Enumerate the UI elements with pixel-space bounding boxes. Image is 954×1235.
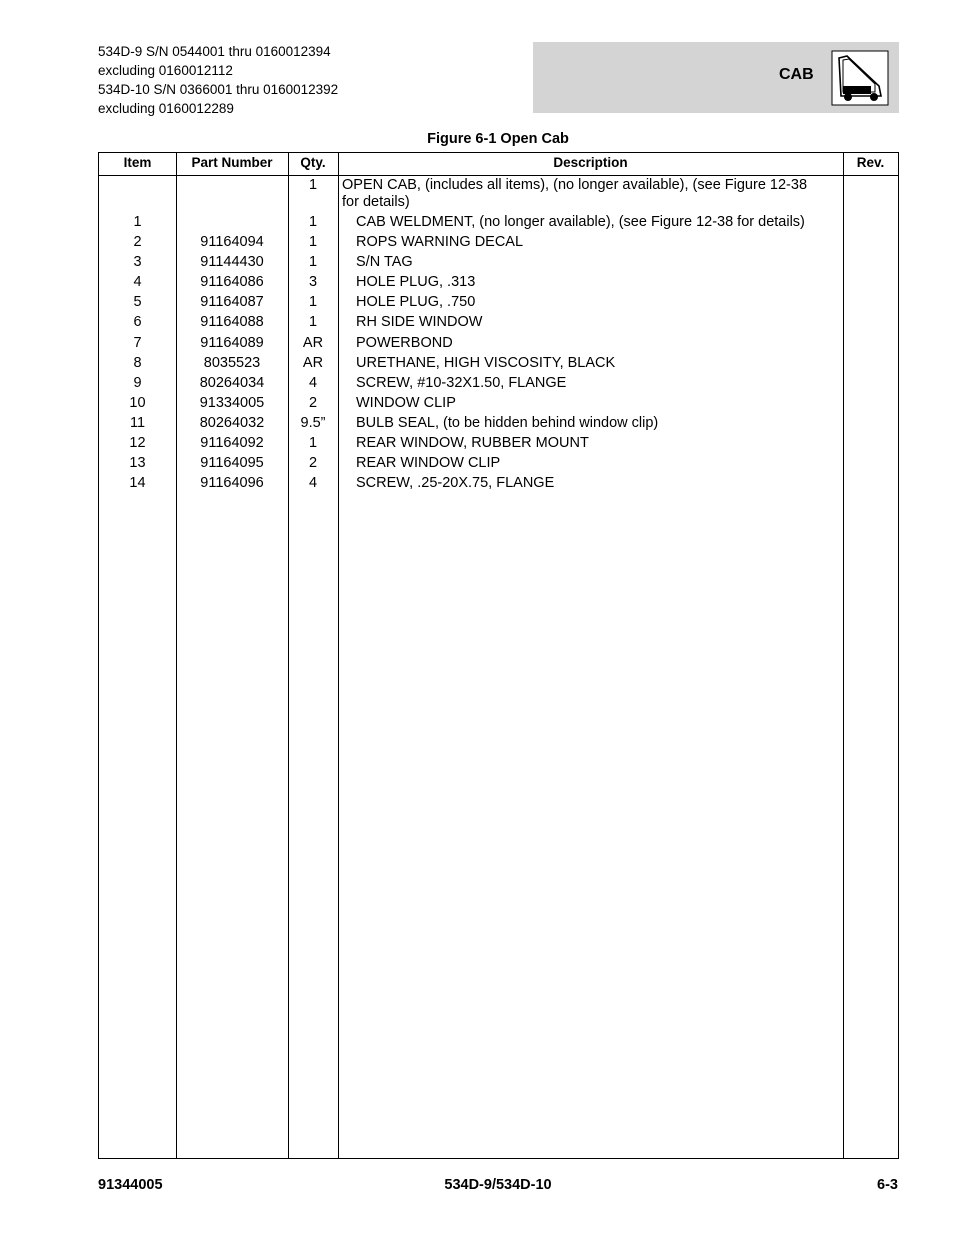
footer-page-number: 6-3 [877,1177,898,1193]
cell-item: 13 [129,455,146,472]
table-row [99,374,898,394]
cell-description: REAR WINDOW CLIP [356,455,501,472]
cell-qty: 1 [308,314,318,331]
cell-qty: 1 [308,435,318,452]
cell-description: POWERBOND [356,334,453,351]
serial-line-2: excluding 0160012112 [98,63,233,78]
table-row [99,414,898,434]
section-title: CAB [779,66,814,83]
cell-part-number: 8035523 [203,354,261,371]
cell-qty: 1 [308,214,318,230]
cell-description: S/N TAG [356,254,413,271]
table-row [99,334,898,354]
cell-part-number: 91164089 [200,334,264,351]
column-header-item: Item [123,155,152,170]
footer-model: 534D-9/534D-10 [444,1177,552,1193]
cell-description: HOLE PLUG, .750 [356,294,476,311]
cell-item: 2 [133,234,142,251]
cell-item: 3 [133,254,142,271]
cell-part-number: 91164095 [200,455,264,472]
serial-line-3: 534D-10 S/N 0366001 thru 0160012392 [98,82,339,97]
cell-part-number: 91144430 [200,254,264,271]
cell-part-number: 91164094 [200,234,264,251]
cell-item: 7 [133,334,142,351]
cell-qty: AR [302,334,324,351]
cell-item: 12 [129,435,146,452]
column-header-qty: Qty. [300,155,326,170]
table-row [99,454,898,474]
serial-line-1: 534D-9 S/N 0544001 thru 0160012394 [98,44,331,59]
table-row [99,213,898,233]
cell-item: 1 [133,214,142,230]
column-header-part-number: Part Number [191,155,273,170]
cell-qty: 3 [308,274,318,291]
cell-item: 10 [129,394,146,411]
cell-qty: 1 [308,234,318,251]
table-row [99,354,898,374]
cell-qty: 9.5” [300,414,326,431]
table-header [99,153,898,176]
table-row [99,394,898,414]
table-row [99,474,898,494]
cell-part-number: 91164086 [200,274,264,291]
cell-description: CAB WELDMENT, (no longer available), (see Figure 12-38 for details) [356,214,805,230]
cell-item: 8 [133,354,142,371]
telehandler-cab-icon [831,50,889,106]
cell-item: 6 [133,314,142,331]
cell-item: 4 [133,274,142,291]
cell-description: OPEN CAB, (includes all items), (no longer available), (see Figure 12-38 for details) [342,177,808,210]
cell-qty: 1 [308,254,318,271]
cell-qty: 4 [308,374,318,391]
cell-description: REAR WINDOW, RUBBER MOUNT [356,435,589,452]
cell-part-number: 91164088 [200,314,264,331]
cell-qty: 1 [308,177,318,193]
cell-qty: AR [302,354,324,371]
table-row [99,293,898,313]
cell-description: RH SIDE WINDOW [356,314,483,331]
cell-item: 11 [129,414,146,431]
cell-part-number: 80264032 [199,414,265,431]
cell-description: ROPS WARNING DECAL [356,234,524,251]
cell-part-number: 91334005 [199,394,265,411]
cell-qty: 2 [308,394,318,411]
table-row [99,233,898,253]
cell-item: 14 [129,475,146,492]
cell-description: SCREW, #10-32X1.50, FLANGE [356,374,567,391]
cell-description: HOLE PLUG, .313 [356,274,476,291]
cell-part-number: 91164092 [200,435,264,452]
table-row [99,253,898,273]
cell-item: 9 [133,374,142,391]
footer-manual-number: 91344005 [98,1177,163,1193]
table-row [99,176,898,213]
cell-description: SCREW, .25-20X.75, FLANGE [356,475,555,492]
table-row [99,313,898,333]
cell-description: WINDOW CLIP [356,394,456,411]
cell-qty: 1 [308,294,318,311]
section-header [533,42,899,113]
cell-qty: 4 [308,475,318,492]
table-row [99,273,898,293]
column-header-rev: Rev. [856,155,885,170]
table-row [99,434,898,454]
cell-item: 5 [133,294,142,311]
table-body [99,176,898,494]
cell-qty: 2 [308,455,318,472]
cell-part-number: 91164096 [200,475,264,492]
serial-line-4: excluding 0160012289 [98,101,234,116]
parts-table [98,152,899,1159]
cell-description: URETHANE, HIGH VISCOSITY, BLACK [356,354,616,371]
cell-part-number: 80264034 [199,374,265,391]
cell-description: BULB SEAL, (to be hidden behind window clip) [356,414,659,431]
cell-part-number: 91164087 [200,294,264,311]
figure-title: Figure 6-1 Open Cab [427,131,569,147]
column-header-description: Description [553,155,628,170]
model-serial-info [98,42,338,118]
